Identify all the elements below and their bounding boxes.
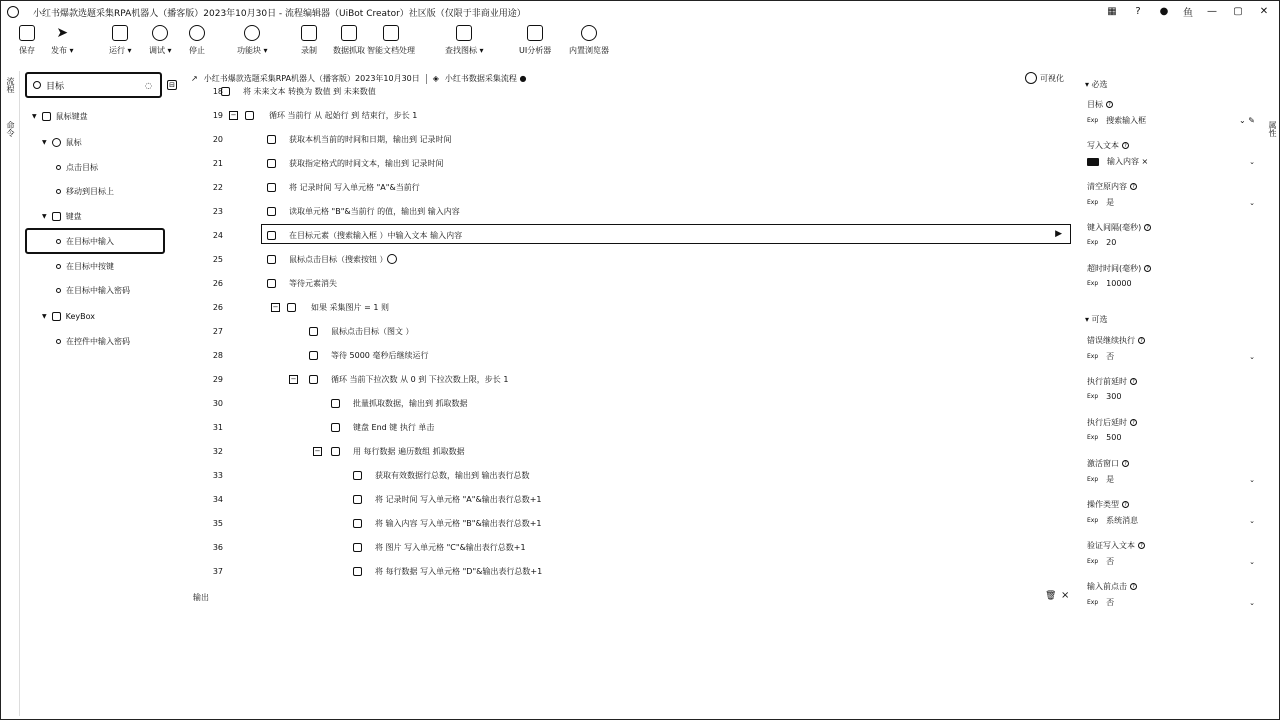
chevron-down-icon[interactable]: ⌄ — [1249, 352, 1255, 361]
line-number: 33 — [212, 471, 223, 480]
property-value[interactable] — [1087, 515, 1255, 526]
help-icon[interactable]: ? — [1122, 460, 1129, 467]
property-value-text: 10000 — [1106, 279, 1132, 288]
command-icon — [309, 327, 318, 336]
code-line[interactable] — [181, 128, 1071, 152]
help-icon[interactable]: ? — [1122, 142, 1129, 149]
property-label — [1087, 99, 1113, 110]
property-value-text: 是 — [1106, 475, 1115, 484]
app-logo-icon — [7, 6, 19, 18]
tree-leaf[interactable]: 在目标中按键 — [56, 259, 114, 273]
command-icon — [267, 183, 276, 192]
command-tree-panel — [20, 69, 180, 714]
exp-tag[interactable]: Exp — [1087, 393, 1099, 400]
property-value[interactable] — [1087, 156, 1255, 167]
property-label-text: 目标 — [1087, 100, 1103, 109]
help-icon[interactable]: ? — [1130, 583, 1137, 590]
exp-tag[interactable]: Exp — [1087, 434, 1099, 441]
exp-tag[interactable]: Exp — [1087, 117, 1099, 124]
property-label-text: 执行前延时 — [1087, 377, 1127, 386]
property-label — [1087, 540, 1145, 551]
chevron-down-icon[interactable]: ⌄ — [1249, 475, 1255, 484]
minimize-icon[interactable]: — — [1207, 6, 1217, 17]
line-number: 21 — [212, 159, 223, 168]
command-text: 将 未来文本 转换为 数值 到 未来数值 — [243, 87, 376, 96]
property-value-text: 输入内容 × — [1107, 157, 1149, 166]
line-number: 19 — [212, 111, 223, 120]
required-section-header[interactable]: ▾ 必选 — [1085, 80, 1108, 89]
code-line[interactable] — [181, 296, 1071, 320]
exp-tag[interactable]: Exp — [1087, 280, 1099, 287]
visual-toggle-button[interactable]: 可视化 — [1025, 72, 1064, 84]
property-value-text: 500 — [1106, 433, 1122, 442]
property-label-text: 清空原内容 — [1087, 182, 1127, 191]
help-icon[interactable]: ? — [1144, 224, 1151, 231]
property-label — [1087, 222, 1151, 233]
command-icon — [353, 495, 362, 504]
chevron-down-icon: ▼ — [42, 312, 47, 320]
command-text: 获取指定格式的时间文本，输出到 记录时间 — [289, 159, 444, 168]
bullet-icon — [56, 189, 61, 194]
browser-icon — [581, 25, 597, 41]
analyzer-icon — [527, 25, 543, 41]
chevron-down-icon: ▼ — [42, 138, 47, 146]
property-label-text: 错误继续执行 — [1087, 336, 1135, 345]
layers-icon: ◈ — [432, 74, 439, 83]
property-value[interactable] — [1087, 597, 1255, 608]
keyboard-icon — [52, 212, 61, 221]
command-text: 等待 5000 毫秒后继续运行 — [331, 351, 429, 360]
edit-target-icon[interactable]: ⌄ ✎ — [1239, 116, 1255, 125]
code-line[interactable] — [181, 536, 1071, 560]
bullet-icon — [56, 264, 61, 269]
command-text: 将 记录时间 写入单元格 "A"&当前行 — [289, 183, 420, 192]
smart-doc-button[interactable]: 智能文档处理 — [367, 25, 415, 56]
exp-tag[interactable]: Exp — [1087, 517, 1099, 524]
command-text: 将 图片 写入单元格 "C"&输出表行总数+1 — [375, 543, 526, 552]
property-value-text: 否 — [1106, 598, 1115, 607]
property-value[interactable] — [1087, 433, 1255, 442]
code-line[interactable] — [181, 368, 1071, 392]
command-icon — [267, 279, 276, 288]
line-number: 26 — [212, 303, 223, 312]
line-number: 25 — [212, 255, 223, 264]
property-label-text: 写入文本 — [1087, 141, 1119, 150]
help-icon[interactable]: ? — [1130, 378, 1137, 385]
code-line[interactable] — [181, 416, 1071, 440]
tab-properties[interactable]: 属性 — [1268, 121, 1277, 137]
table-icon — [341, 25, 357, 41]
property-value-text: 否 — [1106, 557, 1115, 566]
command-text: 获取本机当前的时间和日期，输出到 记录时间 — [289, 135, 452, 144]
command-text: 获取有效数据行总数，输出到 输出表行总数 — [375, 471, 530, 480]
help-icon[interactable]: ? — [1106, 101, 1113, 108]
command-text: 循环 当前行 从 起始行 到 结束行，步长 1 — [269, 111, 418, 120]
chevron-down-icon[interactable]: ⌄ — [1249, 598, 1255, 607]
left-tab-strip — [1, 71, 19, 716]
data-scrape-button[interactable]: 数据抓取 — [333, 25, 365, 56]
bullet-icon — [56, 339, 61, 344]
window-title: 小红书爆款选题采集RPA机器人（播客版）2023年10月30日 - 流程编辑器（UiBot Creator）社区版（仅限于非商业用途） — [33, 8, 526, 19]
property-label — [1087, 335, 1145, 346]
line-number: 18 — [212, 87, 223, 96]
optional-section-header[interactable]: ▾ 可选 — [1085, 315, 1108, 324]
property-value-text: 20 — [1106, 238, 1117, 247]
property-label-text: 执行后延时 — [1087, 418, 1127, 427]
command-icon — [353, 519, 362, 528]
property-value-text: 否 — [1106, 352, 1115, 361]
grid-icon[interactable]: ▦ — [1107, 6, 1117, 17]
user-avatar-icon[interactable]: ● — [1159, 6, 1169, 17]
command-icon — [353, 543, 362, 552]
property-value-text: 300 — [1106, 392, 1122, 401]
command-text: 等待元素消失 — [289, 279, 337, 288]
keyboard-mouse-icon — [42, 112, 51, 121]
property-label — [1087, 458, 1129, 469]
help-icon[interactable]: ? — [1144, 265, 1151, 272]
collapse-all-icon[interactable]: ⊟ — [167, 80, 177, 90]
property-value[interactable] — [1087, 238, 1255, 247]
tree-node[interactable]: ▼ KeyBox — [42, 311, 95, 321]
code-line[interactable] — [181, 200, 1071, 224]
property-value[interactable] — [1087, 115, 1255, 126]
line-number: 24 — [212, 231, 223, 240]
image-search-icon — [456, 25, 472, 41]
title-bar — [1, 1, 1279, 23]
command-text: 将 输入内容 写入单元格 "B"&输出表行总数+1 — [375, 519, 542, 528]
command-text: 循环 当前下拉次数 从 0 到 下拉次数上限，步长 1 — [331, 375, 509, 384]
bullet-icon — [56, 165, 61, 170]
command-icon — [245, 111, 254, 120]
command-icon — [331, 447, 340, 456]
line-number: 23 — [212, 207, 223, 216]
exp-tag[interactable]: Exp — [1087, 353, 1099, 360]
property-label-text: 激活窗口 — [1087, 459, 1119, 468]
command-icon — [353, 567, 362, 576]
save-icon — [19, 25, 35, 41]
stop-icon — [189, 25, 205, 41]
help-icon[interactable]: ? — [1130, 183, 1137, 190]
tree-leaf[interactable]: 在控件中输入密码 — [56, 334, 130, 348]
command-text: 将 记录时间 写入单元格 "A"&输出表行总数+1 — [375, 495, 542, 504]
function-block-button[interactable]: 功能块 ▾ — [237, 25, 268, 56]
stop-button[interactable]: 停止 — [189, 25, 205, 56]
exp-tag[interactable]: Exp — [1087, 239, 1099, 246]
command-icon — [221, 87, 230, 96]
code-line[interactable] — [181, 488, 1071, 512]
tree-leaf[interactable]: 点击目标 — [56, 160, 98, 174]
code-line[interactable] — [181, 344, 1071, 368]
line-number: 37 — [212, 567, 223, 576]
exp-tag[interactable]: Exp — [1087, 599, 1099, 606]
command-text: 将 每行数据 写入单元格 "D"&输出表行总数+1 — [375, 567, 543, 576]
property-label-text: 验证写入文本 — [1087, 541, 1135, 550]
command-text: 鼠标点击目标（搜索按钮 ） — [289, 255, 388, 264]
chevron-down-icon[interactable]: ⌄ — [1249, 198, 1255, 207]
property-value[interactable] — [1087, 474, 1255, 485]
property-label — [1087, 499, 1129, 510]
property-value-text: 是 — [1106, 198, 1115, 207]
tree-node[interactable]: ▼ 鼠标键盘 — [32, 111, 88, 121]
close-window-icon[interactable]: ✕ — [1259, 6, 1269, 17]
tree-node[interactable]: ▼ 鼠标 — [42, 137, 82, 147]
tree-node[interactable]: ▼ 键盘 — [42, 211, 82, 221]
browser-button[interactable]: 内置浏览器 — [569, 25, 609, 56]
line-number: 32 — [212, 447, 223, 456]
property-label — [1087, 140, 1129, 151]
property-value-text: 系统消息 — [1106, 516, 1139, 525]
help-icon[interactable]: ? — [1138, 337, 1145, 344]
line-number: 34 — [212, 495, 223, 504]
exp-tag[interactable]: Exp — [1087, 476, 1099, 483]
property-label — [1087, 417, 1137, 428]
output-panel-bar — [181, 589, 1081, 605]
command-text: 如果 采集图片 = 1 则 — [311, 303, 389, 312]
code-line[interactable] — [181, 560, 1071, 584]
property-value[interactable] — [1087, 279, 1255, 288]
command-text: 用 每行数据 遍历数组 抓取数据 — [353, 447, 465, 456]
code-line[interactable] — [181, 224, 1071, 248]
code-line[interactable] — [181, 320, 1071, 344]
command-icon — [331, 423, 340, 432]
search-icon[interactable] — [387, 254, 397, 264]
command-search-input[interactable] — [46, 80, 136, 90]
property-label — [1087, 181, 1137, 192]
line-number: 22 — [212, 183, 223, 192]
command-icon — [309, 351, 318, 360]
line-number: 31 — [212, 423, 223, 432]
record-icon — [301, 25, 317, 41]
property-value[interactable] — [1087, 392, 1255, 401]
clock-icon — [244, 25, 260, 41]
maximize-icon[interactable]: ▢ — [1233, 6, 1243, 17]
run-icon — [112, 25, 128, 41]
property-label-text: 输入前点击 — [1087, 582, 1127, 591]
command-icon — [267, 255, 276, 264]
tab-flow[interactable]: 流程 — [6, 77, 15, 93]
bullet-icon — [56, 239, 61, 244]
trash-icon[interactable]: 🗑 — [1045, 591, 1057, 601]
code-line[interactable] — [181, 152, 1071, 176]
fold-toggle-icon[interactable]: − — [272, 303, 279, 311]
command-text: 键盘 End 键 执行 单击 — [353, 423, 435, 432]
command-text: 批量抓取数据，输出到 抓取数据 — [353, 399, 468, 408]
line-number: 27 — [212, 327, 223, 336]
ribbon-toolbar — [1, 25, 1279, 63]
tree-leaf-selected[interactable]: 在目标中输入 — [56, 234, 114, 248]
bug-icon — [152, 25, 168, 41]
chevron-down-icon[interactable]: ⌄ — [1249, 157, 1255, 166]
tab-commands[interactable]: 命令 — [6, 121, 15, 137]
help-icon[interactable]: ? — [1138, 542, 1145, 549]
property-value[interactable] — [1087, 556, 1255, 567]
user-name[interactable]: 鱼 — [1183, 8, 1193, 19]
clear-icon[interactable]: ◌ — [145, 80, 152, 90]
command-icon — [267, 231, 276, 240]
mouse-icon — [52, 138, 61, 147]
line-number: 36 — [212, 543, 223, 552]
find-icon-button[interactable]: 查找图标 ▾ — [445, 25, 484, 56]
command-icon — [267, 159, 276, 168]
breadcrumb-project[interactable]: 小红书爆款选题采集RPA机器人（播客版）2023年10月30日 — [203, 74, 420, 83]
breadcrumb-flow[interactable]: 小红书数据采集流程 ● — [444, 74, 527, 83]
command-icon — [309, 375, 318, 384]
help-icon[interactable]: ? — [1130, 419, 1137, 426]
fold-toggle-icon[interactable]: − — [314, 447, 321, 455]
close-icon[interactable]: × — [1061, 590, 1070, 601]
line-number: 29 — [212, 375, 223, 384]
property-value[interactable] — [1087, 197, 1255, 208]
tree-leaf[interactable]: 在目标中输入密码 — [56, 283, 130, 297]
property-value[interactable] — [1087, 351, 1255, 362]
output-tab[interactable]: 输出 — [193, 593, 209, 602]
code-line[interactable] — [181, 80, 1071, 104]
exp-tag[interactable]: Exp — [1087, 558, 1099, 565]
variable-chip-icon — [1087, 158, 1099, 166]
command-icon — [353, 471, 362, 480]
fold-toggle-icon[interactable]: − — [290, 375, 297, 383]
line-number: 35 — [212, 519, 223, 528]
search-icon — [33, 81, 41, 89]
property-label — [1087, 581, 1137, 592]
run-button[interactable]: 运行 ▾ — [109, 25, 132, 56]
command-icon — [267, 135, 276, 144]
chevron-down-icon: ▼ — [42, 212, 47, 220]
bullet-icon — [56, 288, 61, 293]
code-line[interactable] — [181, 272, 1071, 296]
command-text: 在目标元素（搜索输入框 ）中输入文本 输入内容 — [289, 231, 463, 240]
flow-editor — [181, 69, 1081, 609]
code-line[interactable] — [181, 464, 1071, 488]
properties-panel — [1081, 69, 1263, 669]
command-text: 读取单元格 "B"&当前行 的值，输出到 输入内容 — [289, 207, 460, 216]
code-line[interactable] — [181, 440, 1071, 464]
property-value-text: 搜索输入框 — [1106, 116, 1147, 125]
property-label-text: 键入间隔(毫秒) — [1087, 223, 1142, 232]
help-icon[interactable]: ? — [1122, 501, 1129, 508]
code-line[interactable] — [181, 392, 1071, 416]
right-tab-strip — [1265, 71, 1279, 711]
nav-arrow-icon[interactable]: ↗ — [191, 74, 198, 83]
chevron-down-icon: ▼ — [32, 112, 37, 120]
property-label-text: 超时时间(毫秒) — [1087, 264, 1142, 273]
property-label-text: 操作类型 — [1087, 500, 1119, 509]
line-number: 28 — [212, 351, 223, 360]
keybox-icon — [52, 312, 61, 321]
publish-button[interactable]: ➤ 发布 ▾ — [51, 25, 74, 55]
code-line[interactable] — [181, 176, 1071, 200]
line-number: 26 — [212, 279, 223, 288]
debug-button[interactable]: 调试 ▾ — [149, 25, 172, 56]
tree-leaf[interactable]: 移动到目标上 — [56, 184, 114, 198]
code-line[interactable] — [181, 248, 1071, 272]
run-line-icon[interactable]: ▶ — [1055, 229, 1062, 239]
code-line[interactable] — [181, 512, 1071, 536]
save-button[interactable]: 保存 — [19, 25, 35, 56]
ui-analyzer-button[interactable]: UI分析器 — [519, 25, 551, 56]
command-icon — [331, 399, 340, 408]
command-text: 鼠标点击目标（图文 ） — [331, 327, 414, 336]
property-label — [1087, 263, 1151, 274]
command-icon — [287, 303, 296, 312]
chevron-down-icon[interactable]: ⌄ — [1249, 557, 1255, 566]
fold-toggle-icon[interactable]: − — [230, 111, 237, 119]
document-icon — [383, 25, 399, 41]
code-line[interactable] — [181, 104, 1071, 128]
chevron-down-icon[interactable]: ⌄ — [1249, 516, 1255, 525]
record-button[interactable]: 录制 — [301, 25, 317, 56]
command-icon — [267, 207, 276, 216]
command-search-box[interactable] — [25, 72, 162, 98]
property-label — [1087, 376, 1137, 387]
help-icon[interactable]: ? — [1135, 6, 1141, 17]
line-number: 30 — [212, 399, 223, 408]
exp-tag[interactable]: Exp — [1087, 199, 1099, 206]
line-number: 20 — [212, 135, 223, 144]
send-icon: ➤ — [56, 25, 69, 41]
